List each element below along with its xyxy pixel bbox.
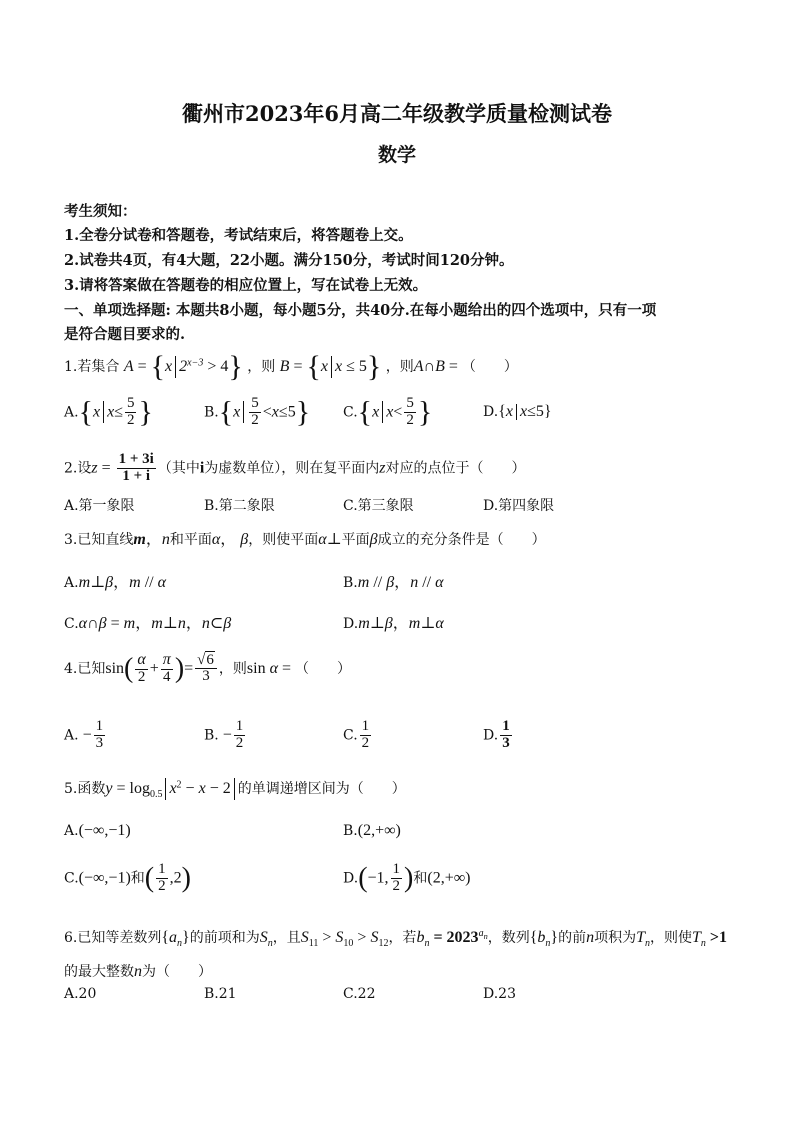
section1-heading: 一、单项选择题: 本题共8小题，每小题5分，共40分.在每小题给出的四个选项中，只有一项 [64, 302, 657, 319]
q4-option-b[interactable]: B. − $\frac{1}{2}$ [204, 718, 244, 751]
q3-option-a[interactable]: A.m⊥β，m // α [64, 574, 167, 591]
notice-item-3: 3.请将答案做在答题卷的相应位置上，写在试卷上无效。 [64, 277, 428, 294]
q3-option-d[interactable]: D.m⊥β，m⊥α [343, 615, 444, 632]
q5-option-b[interactable]: B.(2,+∞) [343, 822, 401, 839]
exam-subject: 数学 [377, 144, 416, 166]
q2-option-d[interactable]: D.第四象限 [483, 498, 555, 514]
q4-option-c[interactable]: C. $\frac{1}{2}$ [343, 718, 370, 751]
section1-heading-cont: 是符合题目要求的. [64, 326, 186, 343]
q3-option-c[interactable]: C.α∩β = m，m⊥n，n⊂β [64, 615, 232, 632]
question-5: 5.函数$y = \log_{0.5} x^2 - x - 2$ 的单调递增区间为（ ） [64, 779, 406, 800]
question-6-cont: 的最大整数n为（ ） [64, 963, 212, 980]
q4-option-a[interactable]: A. − $\frac{1}{3}$ [64, 718, 104, 751]
question-2: 2.设z = $\frac{1 + 3i}{1 + i}$ （其中i为虚数单位），则在复平面内z对应的点位于（ ） [64, 451, 526, 484]
question-1: 1.若集合 A = {x $2^{x-3} > 4$} ，则 B = {x x ≤ 5} ，则A∩B = （ ） [64, 350, 518, 383]
q5-option-d[interactable]: D.(−1, $\frac{1}{2}$ )和(2,+∞) [343, 861, 471, 894]
q6-option-a[interactable]: A.20 [64, 986, 97, 1002]
q1-option-a[interactable]: A.{x x≤ $\frac{5}{2}$ } [64, 395, 153, 429]
q4-option-d[interactable]: D. $\frac{1}{3}$ [483, 718, 510, 751]
exam-title: 衢州市2023年6月高二年级教学质量检测试卷 [181, 101, 613, 126]
q1-option-c[interactable]: C.{x x< $\frac{5}{2}$ } [343, 395, 433, 429]
question-6: 6.已知等差数列$\{a_n\}$的前项和为$S_n$，且$S_{11} > S_{10} > S_{12}$，若$b_n = 2023^{a_n}$，数列$\{b_n\}$的前n项积为$T_n$，则使$T_n >1$ [64, 928, 728, 949]
q1-option-d[interactable]: D.{x x≤5} [483, 403, 552, 420]
notice-item-2: 2.试卷共4页，有4大题，22小题。满分150分，考试时间120分钟。 [64, 252, 514, 269]
q2-option-a[interactable]: A.第一象限 [64, 498, 135, 514]
q5-option-a[interactable]: A.(−∞,−1) [64, 822, 131, 839]
question-3: 3.已知直线m，n和平面α， β，则使平面α⊥平面β成立的充分条件是（ ） [64, 531, 546, 548]
notice-heading: 考生须知： [64, 203, 137, 220]
q5-option-c[interactable]: C.(−∞,−1)和( $\frac{1}{2}$ ,2) [64, 861, 191, 894]
q6-option-d[interactable]: D.23 [483, 986, 516, 1002]
q6-option-b[interactable]: B.21 [204, 986, 237, 1002]
q2-option-c[interactable]: C.第三象限 [343, 498, 414, 514]
q6-option-c[interactable]: C.22 [343, 986, 376, 1002]
q1-option-b[interactable]: B.{x $\frac{5}{2}$ <x≤5} [204, 395, 311, 429]
q3-option-b[interactable]: B.m // β，n // α [343, 574, 444, 591]
question-4: 4.已知sin( $\frac{\alpha}{2}$ + $\frac{\pi}{4}$ )= $\frac{√6}{3}$ ，则sin α = （ ） [64, 651, 352, 685]
q2-option-b[interactable]: B.第二象限 [204, 498, 275, 514]
notice-item-1: 1.全卷分试卷和答题卷，考试结束后，将答题卷上交。 [64, 227, 413, 244]
